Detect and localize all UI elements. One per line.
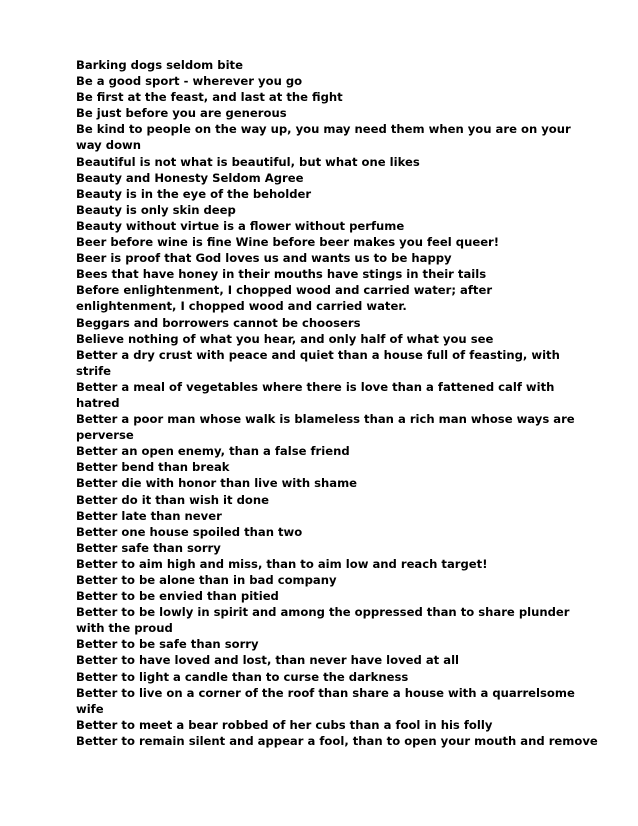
text-line: Be kind to people on the way up, you may need them when you are on your	[76, 122, 571, 137]
text-line: perverse	[76, 428, 134, 443]
text-line: enlightenment, I chopped wood and carried water.	[76, 299, 407, 314]
text-line: Beauty without virtue is a flower without perfume	[76, 218, 405, 233]
text-line: Better to aim high and miss, than to aim low and reach target!	[76, 556, 488, 571]
text-line: Better to be safe than sorry	[76, 637, 259, 652]
text-line: Better safe than sorry	[76, 540, 221, 555]
text-line: way down	[76, 138, 141, 153]
text-line: Better to be lowly in spirit and among the oppressed than to share plunder	[76, 605, 570, 620]
text-line: Better a meal of vegetables where there is love than a fattened calf with	[76, 379, 555, 394]
text-line: hatred	[76, 395, 120, 410]
text-line: Be first at the feast, and last at the fight	[76, 90, 343, 105]
text-line: Better to be envied than pitied	[76, 589, 279, 604]
text-line: with the proud	[76, 621, 173, 636]
text-line: Beer before wine is fine Wine before beer makes you feel queer!	[76, 235, 500, 250]
text-line: Better to have loved and lost, than never have loved at all	[76, 653, 460, 668]
text-line: Better to light a candle than to curse the darkness	[76, 669, 409, 684]
text-line: Beautiful is not what is beautiful, but what one likes	[76, 154, 420, 169]
text-line: Better one house spoiled than two	[76, 524, 303, 539]
text-line: Be a good sport - wherever you go	[76, 74, 303, 89]
text-line: Beer is proof that God loves us and wants us to be happy	[76, 251, 452, 266]
text-line: Bees that have honey in their mouths have stings in their tails	[76, 267, 487, 282]
text-line: Better an open enemy, than a false friend	[76, 444, 350, 459]
text-line: Beggars and borrowers cannot be choosers	[76, 315, 361, 330]
text-line: Better to meet a bear robbed of her cubs than a fool in his folly	[76, 717, 493, 732]
text-line: Before enlightenment, I chopped wood and carried water; after	[76, 283, 493, 298]
text-line: strife	[76, 363, 112, 378]
text-line: Barking dogs seldom bite	[76, 58, 243, 72]
text-line: Beauty and Honesty Seldom Agree	[76, 170, 304, 185]
text-line: Better a dry crust with peace and quiet than a house full of feasting, with	[76, 347, 560, 362]
text-line: Believe nothing of what you hear, and only half of what you see	[76, 331, 494, 346]
text-line: Beauty is in the eye of the beholder	[76, 186, 312, 201]
text-line: Better to live on a corner of the roof than share a house with a quarrelsome	[76, 685, 575, 700]
text-line: Better do it than wish it done	[76, 492, 269, 507]
text-line: Be just before you are generous	[76, 106, 287, 121]
text-line: Better bend than break	[76, 460, 230, 475]
text-line: wife	[76, 701, 104, 716]
text-line: Beauty is only skin deep	[76, 202, 236, 217]
text-line: Better a poor man whose walk is blameless than a rich man whose ways are	[76, 412, 575, 427]
text-line: Better die with honor than live with shame	[76, 476, 358, 491]
document-page	[76, 57, 596, 749]
text-line: Better to be alone than in bad company	[76, 573, 337, 587]
text-line: Better late than never	[76, 508, 222, 523]
text-line: Better to remain silent and appear a fool, than to open your mouth and remove	[76, 733, 598, 748]
